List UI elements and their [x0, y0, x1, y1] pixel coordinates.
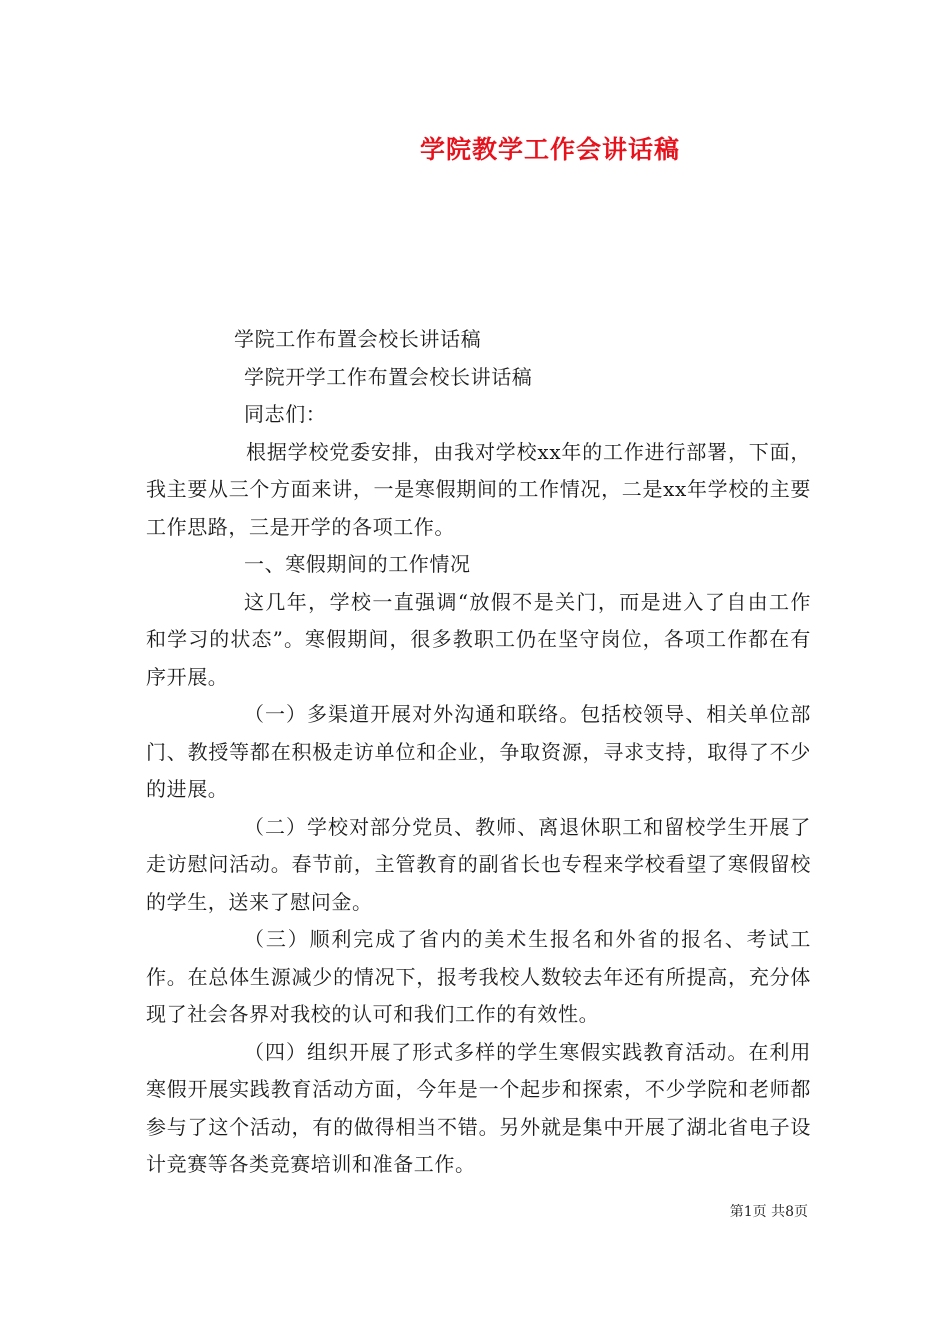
- paragraph-winter-overview: 这几年，学校一直强调“放假不是关门，而是进入了自由工作和学习的状态”。寒假期间，很多教职工仍在坚守岗位，各项工作都在有序开展。: [146, 589, 811, 689]
- paragraph-item-2: （二）学校对部分党员、教师、离退休职工和留校学生开展了走访慰问活动。春节前，主管教育的副省长也专程来学校看望了寒假留校的学生，送来了慰问金。: [146, 814, 811, 914]
- subtitle-line-1: 学院工作布置会校长讲话稿: [234, 327, 482, 351]
- document-body: [146, 321, 811, 1184]
- page-number-footer: 第1页 共8页: [729, 1204, 808, 1220]
- paragraph-intro: 根据学校党委安排，由我对学校xx年的工作进行部署，下面，我主要从三个方面来讲，一是寒假期间的工作情况，二是xx年学校的主要工作思路，三是开学的各项工作。: [146, 439, 811, 539]
- subtitle-line-2: 学院开学工作布置会校长讲话稿: [244, 364, 533, 389]
- paragraph-item-4: （四）组织开展了形式多样的学生寒假实践教育活动。在利用寒假开展实践教育活动方面，今年是一个起步和探索，不少学院和老师都参与了这个活动，有的做得相当不错。另外就是集中开展了湖北省电子设计竞赛等各类竞赛培训和准备工作。: [146, 1039, 811, 1176]
- paragraph-item-3: （三）顺利完成了省内的美术生报名和外省的报名、考试工作。在总体生源减少的情况下，报考我校人数较去年还有所提高，充分体现了社会各界对我校的认可和我们工作的有效性。: [146, 927, 811, 1026]
- document-title: 学院教学工作会讲话稿: [419, 135, 680, 164]
- section-heading-1: 一、寒假期间的工作情况: [244, 552, 471, 576]
- paragraph-item-1: （一）多渠道开展对外沟通和联络。包括校领导、相关单位部门、教授等都在积极走访单位和企业，争取资源，寻求支持，取得了不少的进展。: [146, 702, 811, 801]
- greeting-line: 同志们：: [244, 402, 327, 426]
